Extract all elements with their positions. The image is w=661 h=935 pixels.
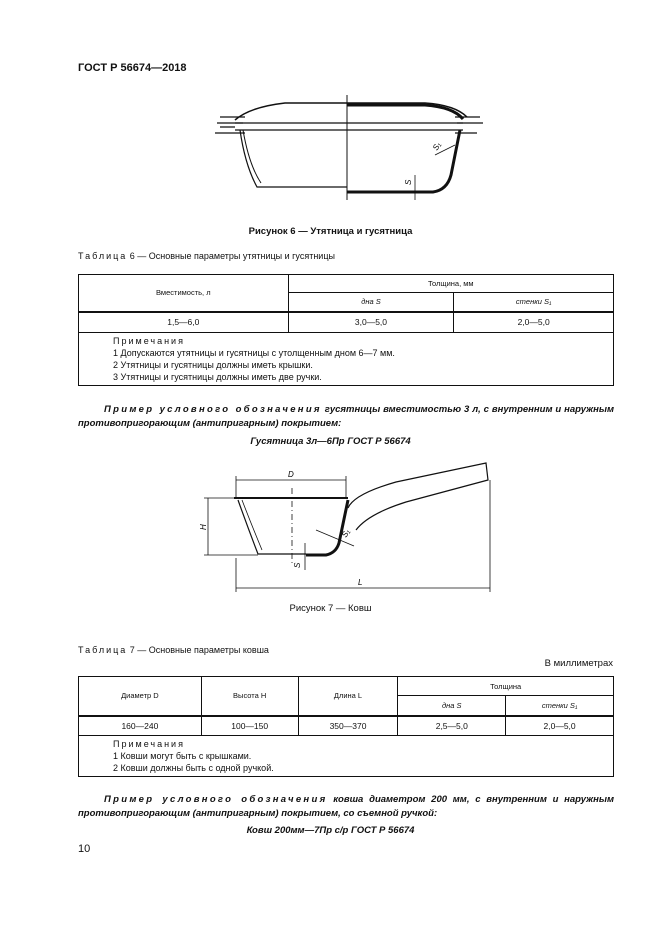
table-6-header-capacity: Вместимость, л [79, 275, 289, 312]
figure-7-caption: Рисунок 7 — Ковш [289, 603, 372, 614]
table-6-header-thickness: Толщина, мм [288, 275, 613, 293]
table-row [79, 716, 614, 736]
note-item: 1 Допускаются утятницы и гусятницы с утолщенным дном 6—7 мм. [113, 348, 395, 358]
table-cell: 100—150 [201, 716, 298, 736]
table-6-header-wall: стенки S₁ [454, 293, 614, 312]
example-1-designation: Гусятница 3л—6Пр ГОСТ Р 56674 [250, 436, 411, 447]
table-7-header-wall: стенки S₁ [506, 696, 614, 716]
table-7-caption-word: Таблица [78, 645, 128, 655]
example-2-paragraph [78, 793, 614, 821]
table-7-header-diameter: Диаметр D [79, 677, 202, 716]
figure-7-drawing [196, 458, 496, 593]
table-6-notes [79, 333, 614, 386]
table-cell: 160—240 [79, 716, 202, 736]
table-7-header-thickness: Толщина [398, 677, 614, 696]
example-2-text: ковша диаметром 200 мм, с внутренним и наружным противопригорающим (антипригарным) покрытием, со съемной ручкой: [78, 794, 614, 819]
table-row [79, 312, 614, 333]
notes-title: Примечания [113, 336, 185, 346]
figure-6-drawing [205, 95, 485, 215]
table-cell: 2,0—5,0 [454, 312, 614, 333]
table-7-header-bottom: дна S [398, 696, 506, 716]
table-cell: 2,0—5,0 [506, 716, 614, 736]
table-cell: 1,5—6,0 [79, 312, 289, 333]
table-7-header-length: Длина L [298, 677, 398, 716]
table-7-notes [79, 736, 614, 777]
svg-text:S₁: S₁ [339, 527, 352, 539]
standard-header: ГОСТ Р 56674—2018 [78, 62, 187, 74]
note-item: 3 Утятницы и гусятницы должны иметь две ручки. [113, 372, 322, 382]
page-number: 10 [78, 843, 91, 855]
note-item: 2 Утятницы и гусятницы должны иметь крышки. [113, 360, 313, 370]
svg-text:S₁: S₁ [430, 140, 443, 152]
example-1-lead: Пример условного обозначения [104, 404, 322, 415]
note-item: 2 Ковши должны быть с одной ручкой. [113, 763, 274, 773]
table-6 [78, 274, 614, 386]
example-1-paragraph [78, 403, 614, 431]
svg-text:D: D [288, 470, 294, 479]
table-7-caption [78, 645, 269, 655]
table-7 [78, 676, 614, 777]
note-item: 1 Ковши могут быть с крышками. [113, 751, 252, 761]
svg-text:H: H [199, 524, 208, 530]
example-2-lead: Пример условного обозначения [104, 794, 328, 805]
notes-title: Примечания [113, 739, 185, 749]
table-cell: 350—370 [298, 716, 398, 736]
table-7-units: В миллиметрах [544, 658, 613, 669]
svg-text:S: S [293, 562, 302, 568]
table-6-caption-word: Таблица [78, 251, 128, 261]
example-2-designation: Ковш 200мм—7Пр с/р ГОСТ Р 56674 [246, 825, 415, 836]
figure-6-caption: Рисунок 6 — Утятница и гусятница [248, 226, 413, 237]
table-6-header-bottom: дна S [288, 293, 454, 312]
table-7-caption-text: 7 — Основные параметры ковша [127, 645, 269, 655]
svg-text:L: L [358, 578, 363, 587]
table-6-caption [78, 251, 335, 261]
table-7-header-height: Высота H [201, 677, 298, 716]
svg-text:S: S [404, 179, 413, 185]
table-cell: 2,5—5,0 [398, 716, 506, 736]
table-cell: 3,0—5,0 [288, 312, 454, 333]
table-6-caption-text: 6 — Основные параметры утятницы и гусятницы [127, 251, 335, 261]
example-1-text: гусятницы вместимостью 3 л, с внутренним и наружным противопригорающим (антипригарным) покрытием: [78, 404, 614, 429]
